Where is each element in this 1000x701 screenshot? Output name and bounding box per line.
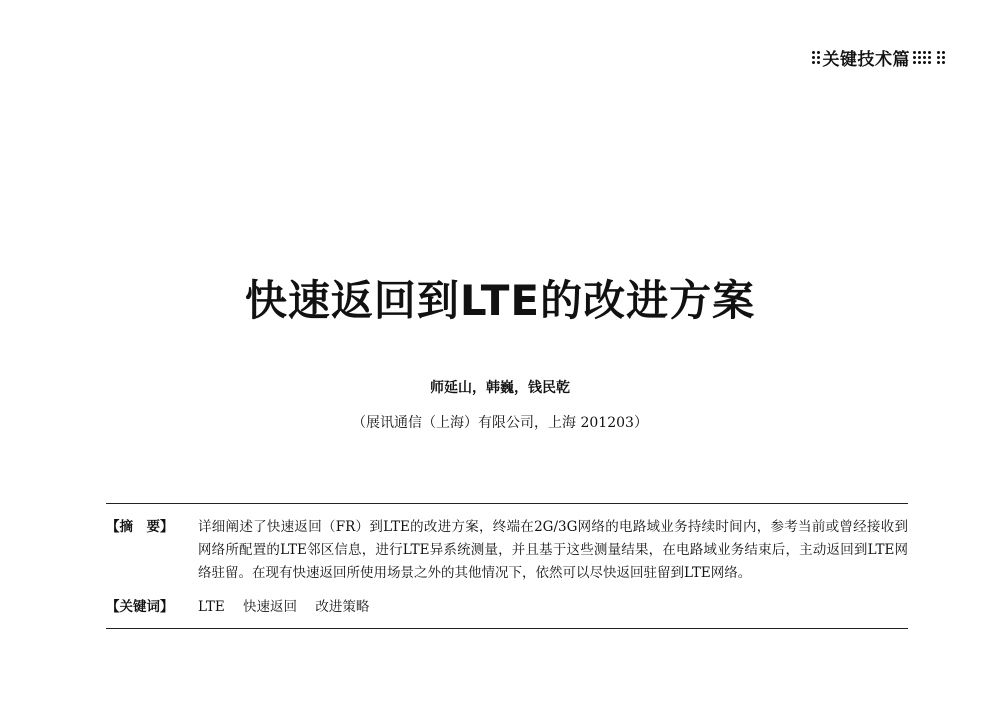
paper-affiliation: （展讯通信（上海）有限公司，上海 201203）	[352, 415, 648, 431]
keywords-list	[198, 596, 908, 619]
paper-title: 快速返回到LTE的改进方案	[244, 276, 756, 325]
abstract-block	[106, 516, 908, 585]
keywords-block	[106, 596, 908, 619]
dot-ornament-icon	[937, 51, 945, 64]
keywords-label: 【关键词】	[106, 599, 174, 615]
keyword: LTE	[198, 599, 225, 615]
abstract-top-rule	[106, 503, 908, 504]
dot-ornament-icon	[812, 51, 820, 64]
keyword: 改进策略	[315, 599, 370, 615]
paper-authors: 师延山，韩巍，钱民乾	[430, 380, 570, 396]
abstract-bottom-rule	[106, 628, 908, 629]
abstract-text: 详细阐述了快速返回（FR）到LTE的改进方案，终端在2G/3G网络的电路域业务持续时间内，参考当前或曾经接收到网络所配置的LTE邻区信息，进行LTE异系统测量，并且基于这些测量结果，在电路域业务结束后，主动返回到LTE网络驻留。在现有快速返回所使用场景之外的其他情况下，依然可以尽快返回驻留到LTE网络。	[198, 519, 908, 581]
section-tag	[809, 45, 949, 70]
keyword: 快速返回	[243, 599, 298, 615]
abstract-label: 【摘 要】	[106, 519, 174, 535]
section-label: 关键技术篇	[822, 50, 910, 70]
dot-ornament-icon	[913, 51, 931, 64]
